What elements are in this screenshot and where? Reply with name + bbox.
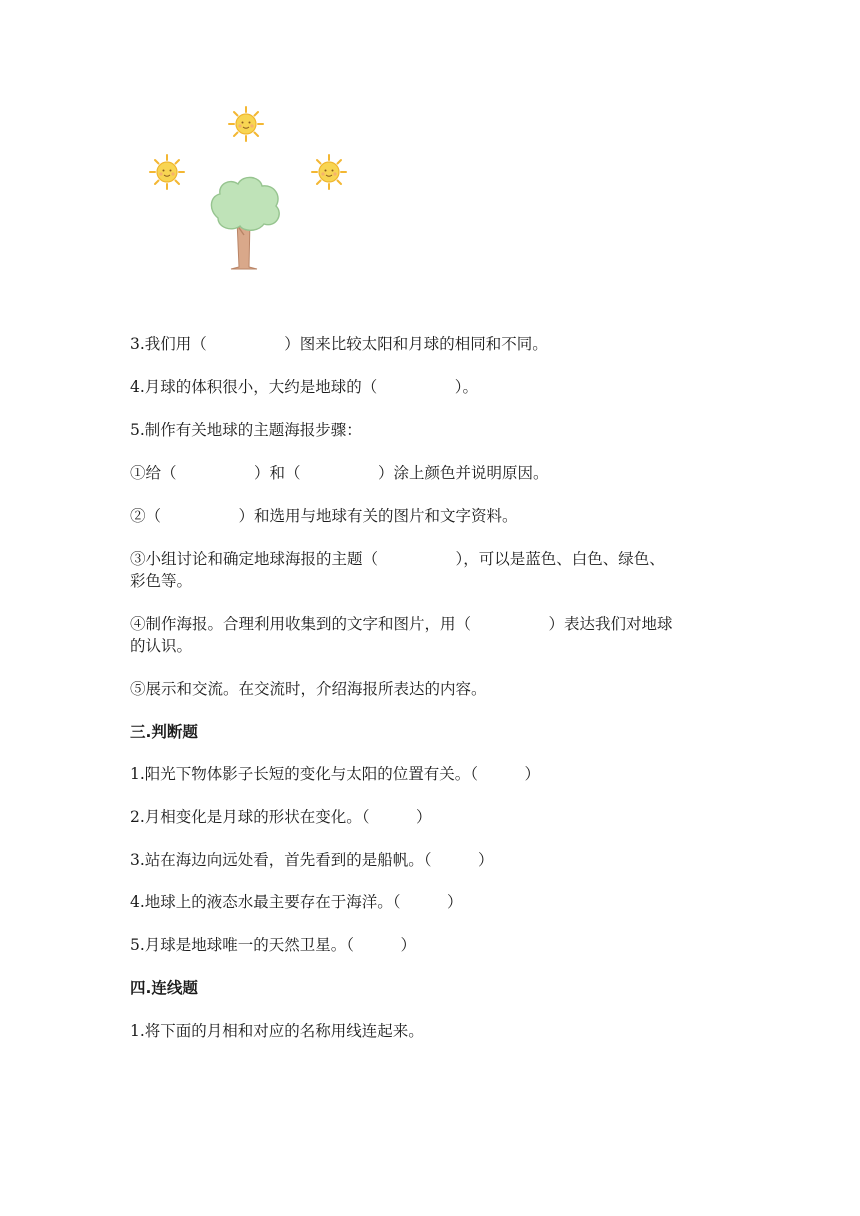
match-question-1: 1.将下面的月相和对应的名称用线连起来。 bbox=[130, 1022, 424, 1040]
poster-step-2: ②（ ）和选用与地球有关的图片和文字资料。 bbox=[130, 507, 518, 525]
question-3: 3.我们用（ ）图来比较太阳和月球的相同和不同。 bbox=[130, 335, 548, 353]
question-5: 5.制作有关地球的主题海报步骤： bbox=[130, 421, 362, 439]
sun-icon bbox=[150, 155, 184, 189]
poster-step-3-line-1: ③小组讨论和确定地球海报的主题（ ），可以是蓝色、白色、绿色、 bbox=[130, 550, 665, 568]
judge-question-4: 4.地球上的液态水最主要存在于海洋。（ ） bbox=[130, 893, 463, 911]
section-heading-judge: 三.判断题 bbox=[130, 723, 198, 741]
judge-question-3: 3.站在海边向远处看，首先看到的是船帆。（ ） bbox=[130, 851, 494, 869]
poster-step-4-line-2: 的认识。 bbox=[130, 637, 193, 655]
sun-icon bbox=[229, 107, 263, 141]
poster-step-1: ①给（ ）和（ ）涂上颜色并说明原因。 bbox=[130, 464, 549, 482]
judge-question-5: 5.月球是地球唯一的天然卫星。（ ） bbox=[130, 936, 417, 954]
poster-step-4-line-1: ④制作海报。合理利用收集到的文字和图片，用（ ）表达我们对地球 bbox=[130, 615, 673, 633]
poster-step-5: ⑤展示和交流。在交流时，介绍海报所表达的内容。 bbox=[130, 680, 487, 698]
section-heading-match: 四.连线题 bbox=[130, 979, 198, 997]
judge-question-2: 2.月相变化是月球的形状在变化。（ ） bbox=[130, 808, 432, 826]
judge-question-1: 1.阳光下物体影子长短的变化与太阳的位置有关。（ ） bbox=[130, 765, 541, 783]
question-4: 4.月球的体积很小，大约是地球的（ ）。 bbox=[130, 378, 479, 396]
sun-icon bbox=[312, 155, 346, 189]
poster-step-3-line-2: 彩色等。 bbox=[130, 572, 193, 590]
sun-tree-illustration bbox=[140, 100, 360, 275]
tree-icon bbox=[211, 177, 279, 269]
